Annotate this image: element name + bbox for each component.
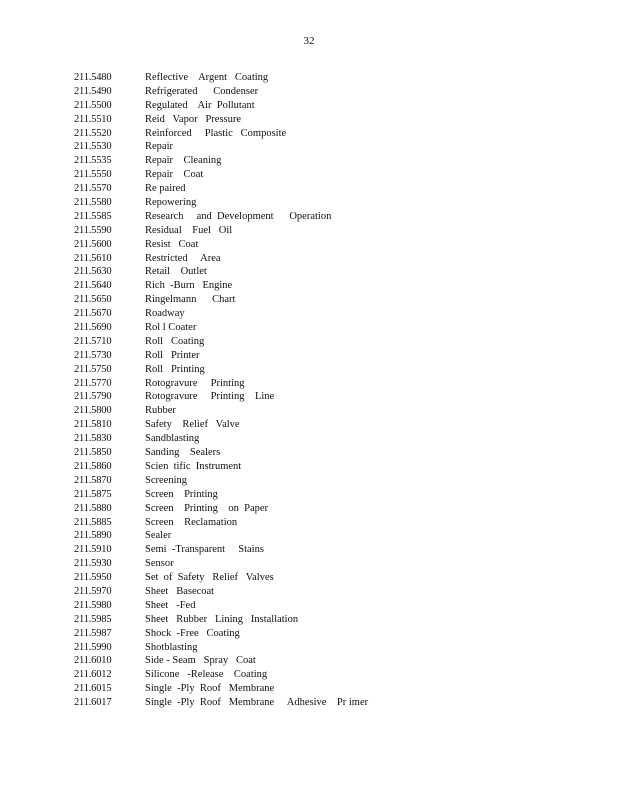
defined-term: Sanding Sealers	[145, 447, 221, 459]
defined-term: Repair	[145, 141, 173, 153]
defined-term: Repair Cleaning	[145, 155, 222, 167]
list-item	[74, 307, 594, 321]
section-number: 211.5670	[74, 308, 112, 320]
section-number: 211.5650	[74, 294, 112, 306]
section-number: 211.5535	[74, 155, 112, 167]
section-number: 211.6010	[74, 655, 112, 667]
defined-term: Ringelmann Chart	[145, 294, 236, 306]
section-number: 211.5750	[74, 363, 112, 375]
defined-term: Screen Printing on Paper	[145, 502, 269, 514]
defined-term: Rotogravure Printing	[145, 377, 245, 389]
section-number: 211.6015	[74, 683, 112, 695]
section-number: 211.5985	[74, 613, 112, 625]
defined-term: Rotogravure Printing Line	[145, 391, 275, 403]
definition-index-list	[74, 71, 594, 710]
list-item	[74, 460, 594, 474]
section-number: 211.5830	[74, 433, 112, 445]
defined-term: Re paired	[145, 183, 186, 195]
section-number: 211.5710	[74, 335, 112, 347]
section-number: 211.5987	[74, 627, 112, 639]
list-item	[74, 279, 594, 293]
list-item	[74, 516, 594, 530]
section-number: 211.5510	[74, 113, 112, 125]
list-item	[74, 543, 594, 557]
list-item	[74, 557, 594, 571]
list-item	[74, 182, 594, 196]
section-number: 211.5970	[74, 585, 112, 597]
section-number: 211.6017	[74, 697, 112, 709]
list-item	[74, 641, 594, 655]
list-item	[74, 85, 594, 99]
defined-term: Sensor	[145, 558, 174, 570]
section-number: 211.5860	[74, 460, 112, 472]
section-number: 211.5880	[74, 502, 112, 514]
defined-term: Repair Coat	[145, 169, 204, 181]
section-number: 211.5530	[74, 141, 112, 153]
list-item	[74, 668, 594, 682]
defined-term: Roll Printer	[145, 349, 200, 361]
section-number: 211.5570	[74, 183, 112, 195]
defined-term: Silicone -Release Coating	[145, 669, 268, 681]
section-number: 211.5580	[74, 197, 112, 209]
defined-term: Side - Seam Spray Coat	[145, 655, 256, 667]
section-number: 211.5585	[74, 210, 112, 222]
section-number: 211.5590	[74, 224, 112, 236]
list-item	[74, 377, 594, 391]
list-item	[74, 127, 594, 141]
list-item	[74, 154, 594, 168]
section-number: 211.5870	[74, 474, 112, 486]
list-item	[74, 99, 594, 113]
list-item	[74, 654, 594, 668]
defined-term: Retail Outlet	[145, 266, 207, 278]
defined-term: Reid Vapor Pressure	[145, 113, 242, 125]
section-number: 211.5610	[74, 252, 112, 264]
section-number: 211.5990	[74, 641, 112, 653]
defined-term: Roll Printing	[145, 363, 205, 375]
defined-term: Reflective Argent Coating	[145, 72, 269, 83]
list-item	[74, 432, 594, 446]
section-number: 211.5520	[74, 127, 112, 139]
section-number: 211.5600	[74, 238, 112, 250]
list-item	[74, 446, 594, 460]
section-number: 211.5490	[74, 85, 112, 97]
list-item	[74, 349, 594, 363]
section-number: 211.5930	[74, 558, 112, 570]
list-item	[74, 363, 594, 377]
defined-term: Resist Coat	[145, 238, 199, 250]
list-item	[74, 140, 594, 154]
section-number: 211.5910	[74, 544, 112, 556]
list-item	[74, 599, 594, 613]
list-item	[74, 252, 594, 266]
defined-term: Shock -Free Coating	[145, 627, 240, 639]
section-number: 211.5950	[74, 572, 112, 584]
section-number: 211.5730	[74, 349, 112, 361]
defined-term: Rich -Burn Engine	[145, 280, 233, 292]
list-item	[74, 529, 594, 543]
section-number: 211.5480	[74, 72, 112, 83]
list-item	[74, 238, 594, 252]
defined-term: Regulated Air Pollutant	[145, 99, 255, 111]
defined-term: Screening	[145, 474, 187, 486]
section-number: 211.5790	[74, 391, 112, 403]
defined-term: Sheet Basecoat	[145, 585, 215, 597]
section-number: 211.5770	[74, 377, 112, 389]
list-item	[74, 571, 594, 585]
list-item	[74, 502, 594, 516]
list-item	[74, 71, 594, 85]
section-number: 211.5640	[74, 280, 112, 292]
list-item	[74, 196, 594, 210]
list-item	[74, 627, 594, 641]
section-number: 211.5550	[74, 169, 112, 181]
list-item	[74, 390, 594, 404]
defined-term: Rubber	[145, 405, 176, 417]
defined-term: Refrigerated Condenser	[145, 85, 259, 97]
defined-term: Safety Relief Valve	[145, 419, 240, 431]
defined-term: Screen Reclamation	[145, 516, 238, 528]
defined-term: Set of Safety Relief Valves	[145, 572, 274, 584]
defined-term: Single -Ply Roof Membrane	[145, 683, 275, 695]
defined-term: Repowering	[145, 197, 197, 209]
defined-term: Residual Fuel Oil	[145, 224, 233, 236]
list-item	[74, 488, 594, 502]
list-item	[74, 696, 594, 710]
defined-term: Scien tific Instrument	[145, 460, 242, 472]
section-number: 211.5690	[74, 322, 112, 334]
list-item	[74, 335, 594, 349]
defined-term: Sealer	[145, 530, 172, 542]
list-item	[74, 682, 594, 696]
defined-term: Semi -Transparent Stains	[145, 544, 264, 556]
section-number: 211.5800	[74, 405, 112, 417]
section-number: 211.5500	[74, 99, 112, 111]
section-number: 211.5980	[74, 599, 112, 611]
defined-term: Restricted Area	[145, 252, 221, 264]
list-item	[74, 418, 594, 432]
list-item	[74, 210, 594, 224]
section-number: 211.5890	[74, 530, 112, 542]
defined-term: Sheet Rubber Lining Installation	[145, 613, 299, 625]
list-item	[74, 224, 594, 238]
list-item	[74, 293, 594, 307]
defined-term: Sheet -Fed	[145, 599, 196, 611]
defined-term: Sandblasting	[145, 433, 200, 445]
defined-term: Roll Coating	[145, 335, 205, 347]
defined-term: Research and Development Operation	[145, 210, 332, 222]
section-number: 211.5885	[74, 516, 112, 528]
list-item	[74, 113, 594, 127]
section-number: 211.5850	[74, 447, 112, 459]
defined-term: Reinforced Plastic Composite	[145, 127, 287, 139]
list-item	[74, 168, 594, 182]
list-item	[74, 613, 594, 627]
defined-term: Rol l Coater	[145, 322, 197, 334]
section-number: 211.5810	[74, 419, 112, 431]
list-item	[74, 474, 594, 488]
list-item	[74, 321, 594, 335]
page-number: 32	[303, 35, 315, 47]
section-number: 211.5875	[74, 488, 112, 500]
list-item	[74, 404, 594, 418]
defined-term: Screen Printing	[145, 488, 218, 500]
list-item	[74, 265, 594, 279]
list-item	[74, 585, 594, 599]
defined-term: Roadway	[145, 308, 185, 320]
defined-term: Single -Ply Roof Membrane Adhesive Pr imer	[145, 697, 369, 709]
section-number: 211.5630	[74, 266, 112, 278]
defined-term: Shotblasting	[145, 641, 198, 653]
section-number: 211.6012	[74, 669, 112, 681]
